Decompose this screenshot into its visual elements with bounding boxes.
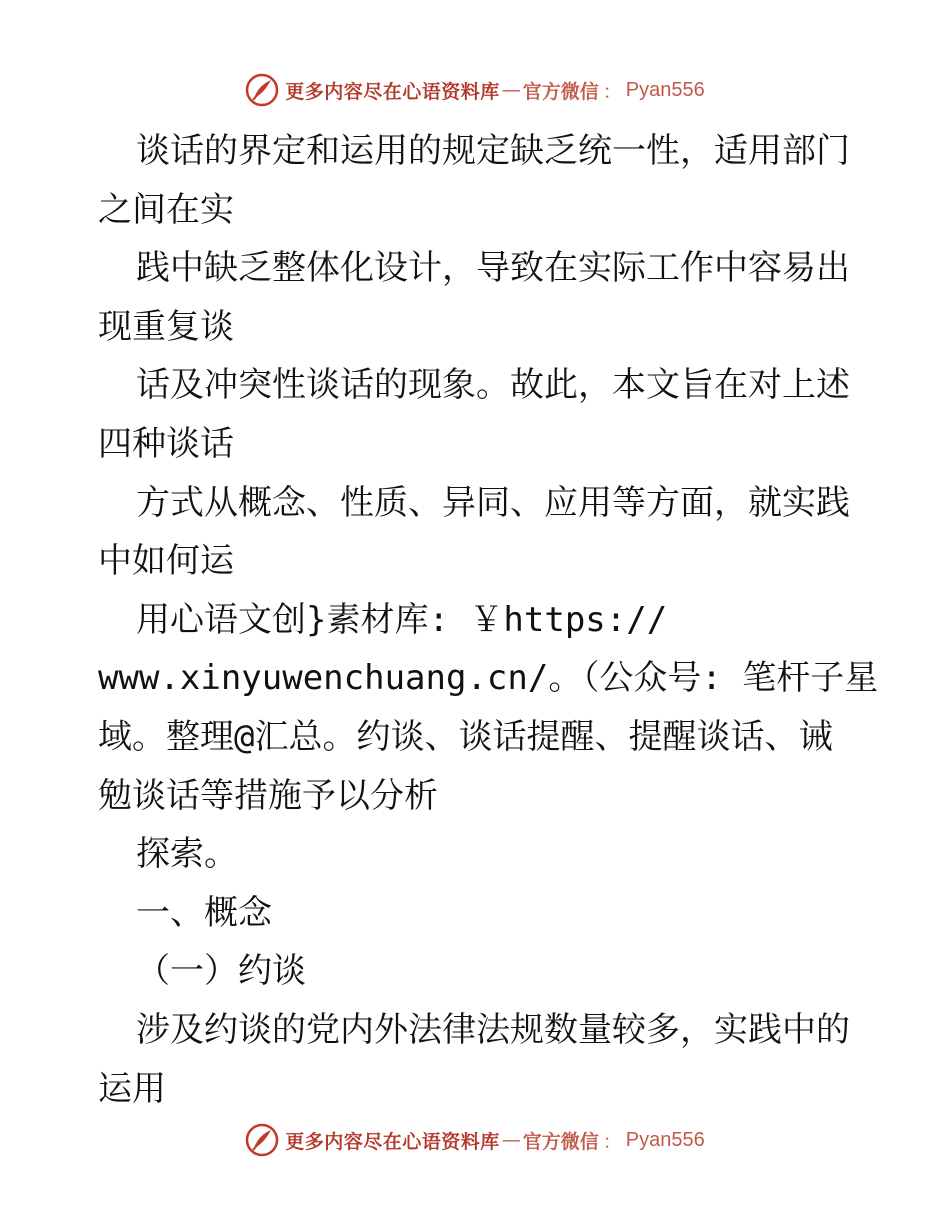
body-line: 践中缺乏整体化设计，导致在实际工作中容易出 [136,248,850,289]
body-line: www.xinyuwenchuang.cn/。（公众号: 笔杆子星 [98,658,879,699]
footer-wechat-handle: Pyan556 [625,1128,705,1151]
header-wechat-handle: Pyan556 [625,78,705,101]
quill-pen-logo-icon [245,1123,279,1157]
body-line: 话及冲突性谈话的现象。故此，本文旨在对上述 [136,365,850,406]
body-line: 运用 [98,1068,166,1109]
body-line: 涉及约谈的党内外法律法规数量较多，实践中的 [136,1009,850,1050]
body-line: 域。整理@汇总。约谈、谈话提醒、提醒谈话、诫 [98,716,833,757]
body-line: 谈话的界定和运用的规定缺乏统一性，适用部门 [136,131,850,171]
header-separator: ： [602,80,622,103]
quill-pen-logo-icon [245,73,279,107]
header-brand-text: 更多内容尽在心语资料库 [285,80,500,103]
footer-banner [0,1120,950,1160]
body-line: 之间在实 [98,189,234,230]
header-contact-label: 官方微信 [522,80,599,103]
body-line: 用心语文创}素材库: ￥https:// [136,599,668,640]
body-line: 勉谈话等措施予以分析 [98,775,438,816]
footer-separator: ： [602,1130,622,1153]
footer-contact-label: 官方微信 [522,1130,599,1153]
document-body [98,122,879,1118]
subsection-heading: （一）约谈 [136,951,306,992]
body-line: 探索。 [136,834,238,875]
body-line: 中如何运 [98,541,234,582]
footer-brand-text: 更多内容尽在心语资料库 [285,1130,500,1153]
body-line: 四种谈话 [98,423,234,464]
header-dash: — [501,79,521,101]
body-line: 方式从概念、性质、异同、应用等方面，就实践 [136,482,850,523]
section-heading: 一、概念 [136,892,272,933]
body-line: 现重复谈 [98,306,234,347]
header-banner [0,70,950,110]
footer-dash: — [501,1129,521,1151]
